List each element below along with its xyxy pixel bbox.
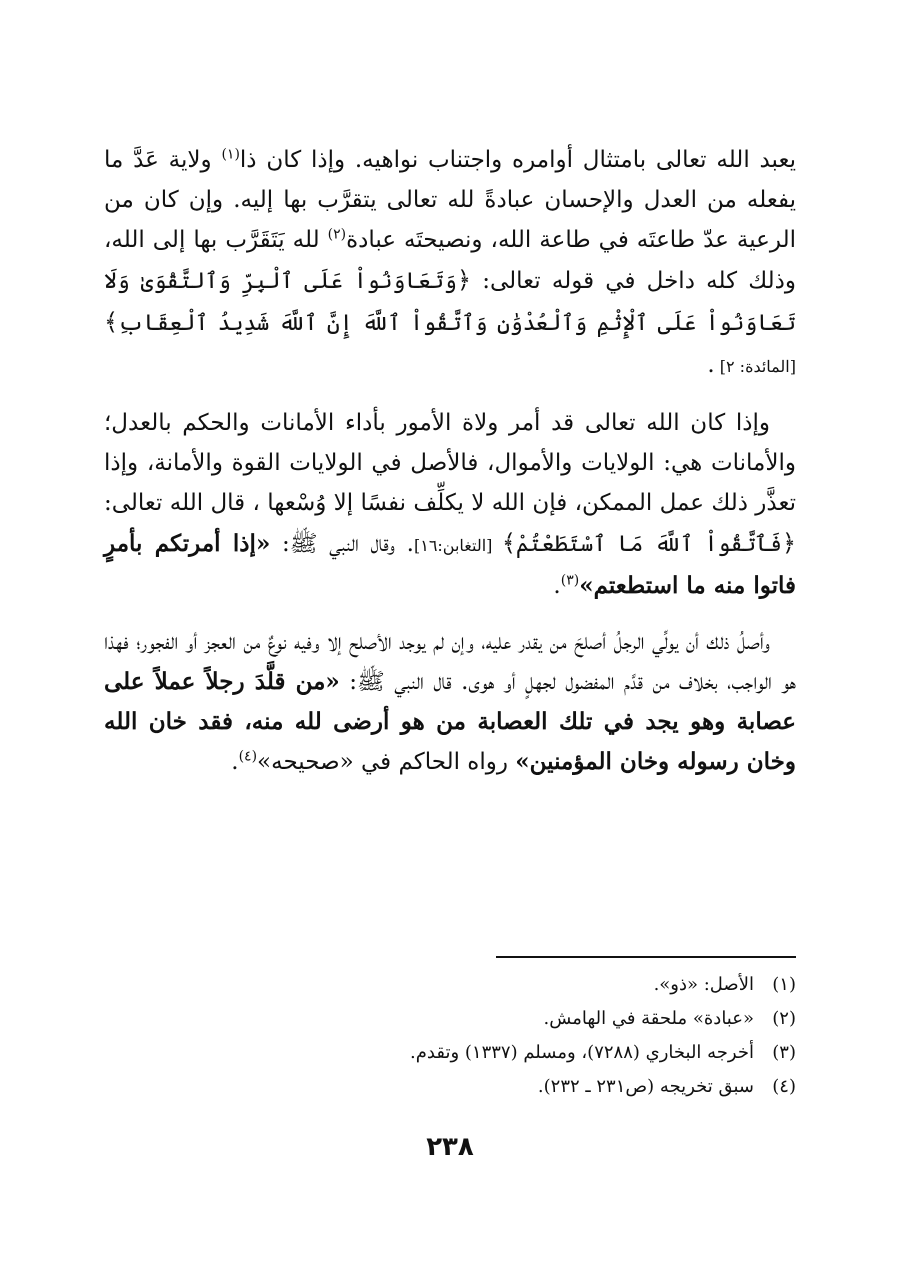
footnote-text: سبق تخريجه (ص٢٣١ ـ ٢٣٢). (537, 1076, 754, 1097)
footnote-number: (٤) (772, 1076, 796, 1097)
text-run: . (231, 749, 239, 775)
footnote-ref-4[interactable]: (٤) (238, 748, 258, 765)
quran-open-bracket: ﴿ (781, 529, 796, 557)
footnote-number: (١) (772, 974, 796, 995)
text-run: . (707, 352, 715, 378)
footnotes (104, 968, 796, 1104)
footnote-ref-1[interactable]: (١) (221, 146, 240, 163)
text-run: لله يَتَقَرَّب بها إلى الله، وذلك كله داخل في قوله تعالى: (104, 227, 796, 294)
footnote-text: الأصل: «ذو». (653, 974, 754, 995)
verse-citation: [المائدة: ٢] (714, 357, 796, 376)
footnote-number: (٢) (772, 1008, 796, 1029)
footnote-ref-3[interactable]: (٣) (560, 572, 580, 589)
text-run: . (553, 573, 561, 599)
page-body (104, 140, 796, 782)
quran-open-bracket: ﴿ (456, 266, 472, 294)
hadith-quote: «إذا أمرتكم بأمرٍ فاتوا منه ما استطعتم» (104, 530, 796, 599)
text-run: وإذا كان الله تعالى قد أمر ولاة الأمور بأداء الأمانات والحكم بالعدل؛ والأمانات هي: الولايات والأموال، فالأصل في الولايات القوة والأمانة، وإذا تعذَّر ذلك عمل الممكن، فإن الله لا يكلِّف نفسًا إلا وُسْعها ، قال الله تعالى: (104, 410, 796, 516)
footnote-number: (٣) (772, 1042, 796, 1063)
footnote-text: «عبادة» ملحقة في الهامش. (543, 1008, 754, 1029)
footnote-text: أخرجه البخاري (٧٢٨٨)، ومسلم (١٣٣٧) وتقدم. (410, 1042, 754, 1063)
paragraph-3 (104, 622, 796, 782)
footnote-3 (104, 1036, 796, 1070)
quran-close-bracket: ﴾ (501, 529, 516, 557)
text-run: وأصلُ ذلك أن يولِّي الرجلُ أصلحَ من يقدر عليه، وإن لم يوجد الأصلح إلا وفيه نوعٌ من العجز أو الفجور؛ فهذا هو الواجب، بخلاف من قدَّم المفضول لجهلٍ أو هوى. قال النبي ﷺ: (104, 629, 796, 695)
quran-verse: فَٱتَّقُواْ ٱللَّهَ مَا ٱسْتَطَعْتُمْ (515, 532, 782, 557)
text-run: . وقال النبي ﷺ: (270, 531, 414, 557)
footnote-ref-2[interactable]: (٢) (327, 226, 347, 243)
text-run: رواه الحاكم في «صحيحه» (257, 749, 516, 775)
text-run: يعبد الله تعالى بامتثال أوامره واجتناب نواهيه. وإذا كان ذا (239, 147, 796, 173)
footnote-1 (104, 968, 796, 1002)
paragraph-1 (104, 140, 796, 387)
footnote-2 (104, 1002, 796, 1036)
text-run: ولاية عَدَّ ما يفعله من العدل والإحسان عبادةً لله تعالى يتقرَّب بها إليه. وإن كان من الرعية عدّ طاعتَه في طاعة الله، ونصيحتَه عبادة (104, 147, 796, 253)
page-number: ٢٣٨ (426, 1132, 474, 1162)
paragraph-2 (104, 403, 796, 606)
quran-close-bracket: ﴾ (104, 308, 119, 336)
footnote-separator (496, 956, 796, 958)
verse-citation: [التغابن:١٦] (413, 536, 502, 555)
quran-verse: وَتَعَاوَنُواْ عَلَى ٱلْبِرِّ وَٱلتَّقْوَىٰ وَلَا تَعَاوَنُواْ عَلَى ٱلْإِثْمِ وَٱلْعُدْوَٰنِ وَٱتَّقُواْ ٱللَّهَ إِنَّ ٱللَّهَ شَدِيدُ ٱلْعِقَابِ (104, 269, 796, 336)
hadith-quote: «من قلَّدَ رجلاً عملاً على عصابة وهو يجد في تلك العصابة من هو أرضى لله منه، فقد خان الله وخان رسوله وخان المؤمنين» (104, 668, 796, 775)
footnote-4 (104, 1070, 796, 1104)
